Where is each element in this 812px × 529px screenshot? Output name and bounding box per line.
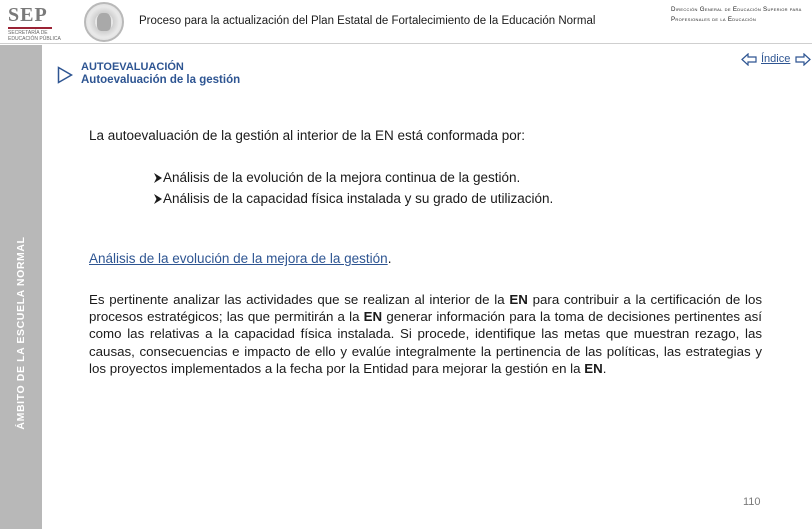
list-item (154, 188, 553, 209)
bullet-text: Análisis de la evolución de la mejora continua de la gestión. (163, 170, 521, 185)
arrow-bullet-icon (154, 173, 162, 183)
sep-logo-bar (8, 27, 52, 29)
body-paragraph (89, 291, 762, 377)
subheading (89, 251, 391, 266)
document-title: Proceso para la actualización del Plan Estatal de Fortalecimiento de la Educación Normal (139, 15, 596, 27)
intro-text: La autoevaluación de la gestión al interior de la EN está conformada por: (89, 128, 526, 143)
paragraph-text: generar información para la toma de decisiones pertinentes así como las relativas a la capacidad física instalada. Si procede, identifique las metas que muestran rezago, las causas, consecuencias e impacto de ello y evalúe integralmente la pertinencia de las políticas, las estrategias y los proyectos implementados a la fecha por la Entidad para mejorar la gestión en la (89, 309, 762, 376)
paragraph-text: Es pertinente analizar las actividades que se realizan al interior de la (89, 292, 510, 307)
sidebar (0, 45, 42, 529)
institution-name: Dirección General de Educación Superior para Profesionales de la Educación (671, 6, 802, 23)
play-outline-icon (57, 66, 73, 84)
subheading-suffix: . (387, 251, 392, 266)
subheading-link[interactable]: Análisis de la evolución de la mejora de la gestión (89, 251, 388, 266)
sep-logo-text: SEP (8, 4, 48, 26)
page-header (0, 0, 812, 44)
arrow-bullet-icon (154, 194, 162, 204)
paragraph-bold: EN (584, 360, 603, 376)
arrow-left-icon[interactable] (741, 53, 757, 66)
bullet-list (154, 167, 553, 209)
arrow-right-icon[interactable] (795, 53, 811, 66)
bullet-text: Análisis de la capacidad física instalada y su grado de utilización. (163, 191, 554, 206)
sep-logo (4, 4, 68, 42)
section-kicker: AUTOEVALUACIÓN (81, 61, 184, 73)
national-seal-icon (84, 2, 124, 42)
paragraph-bold: EN (363, 309, 383, 325)
list-item (154, 167, 553, 188)
seal-eagle-shape (97, 13, 111, 31)
index-link[interactable]: Índice (761, 53, 791, 65)
paragraph-text: para contribuir a la certificación de los procesos estratégicos; las que permitirán a la (89, 292, 762, 325)
page-number: 110 (743, 496, 761, 508)
sep-logo-subtext: SECRETARÍA DE EDUCACIÓN PÚBLICA (8, 30, 61, 42)
paragraph-bold: EN (509, 292, 528, 307)
sidebar-label: ÁMBITO DE LA ESCUELA NORMAL (15, 236, 27, 430)
paragraph-text: . (602, 360, 607, 376)
section-title: Autoevaluación de la gestión (81, 74, 241, 86)
